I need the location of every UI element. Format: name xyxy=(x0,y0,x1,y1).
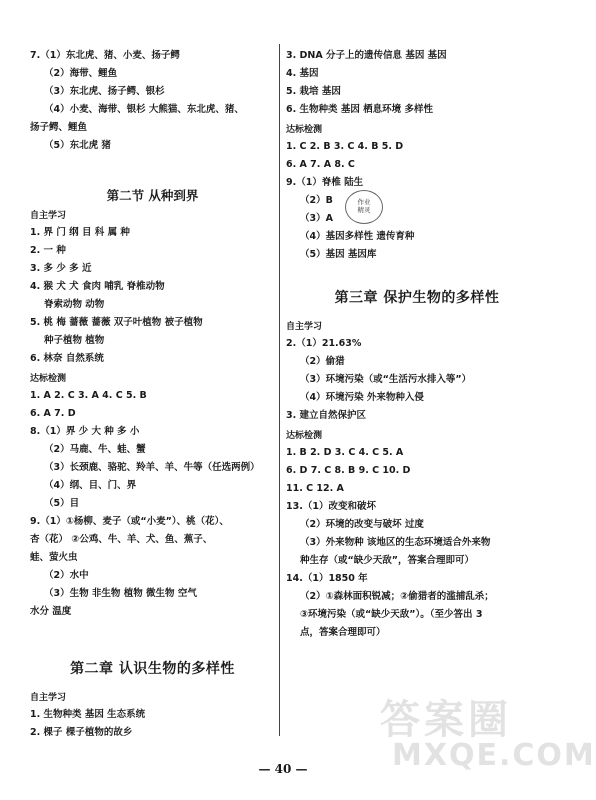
answer-line: 6. D 7. C 8. B 9. C 10. D xyxy=(286,465,411,476)
answer-line: 6. 林奈 自然系统 xyxy=(30,353,104,364)
answer-line: 2. 一 种 xyxy=(30,245,66,256)
answer-line: （3）环境污染（或“生活污水排入等”） xyxy=(300,374,472,385)
answer-line: 14.（1）1850 年 xyxy=(286,573,368,584)
answer-line: 6. A 7. A 8. C xyxy=(286,159,355,170)
answer-line: 1. C 2. B 3. C 4. B 5. D xyxy=(286,141,404,152)
watermark-url: MXQE.COM xyxy=(392,738,596,773)
answer-line: （2）B xyxy=(300,195,333,206)
watermark-logo: 答案圈 xyxy=(380,697,512,743)
left-block-4 xyxy=(30,709,275,739)
answer-line: 1. A 2. C 3. A 4. C 5. B xyxy=(30,390,147,401)
chapter-title-2: 第二章 认识生物的多样性 xyxy=(70,661,235,677)
answer-line: （5）目 xyxy=(44,498,80,509)
subheading-self-study-3: 自主学习 xyxy=(286,322,323,332)
answer-line: （3）长颈鹿、骆驼、羚羊、羊、牛等（任选两例） xyxy=(44,462,260,473)
answer-line: 2.（1）21.63% xyxy=(286,338,362,349)
left-block-3 xyxy=(30,390,275,618)
page-number: — 40 — xyxy=(258,762,308,776)
answer-line: 1. 生物种类 基因 生态系统 xyxy=(30,709,146,720)
answer-line: （2）水中 xyxy=(44,570,89,581)
subheading-self-study: 自主学习 xyxy=(30,211,67,221)
answer-line: 点，答案合理即可） xyxy=(300,627,386,638)
answer-line: 13.（1）改变和破坏 xyxy=(286,501,376,512)
section-title-species-to-kingdom: 第二节 从种到界 xyxy=(106,188,199,203)
answer-line: 种子植物 植物 xyxy=(44,335,105,346)
answer-line: （3）东北虎、扬子鳄、银杉 xyxy=(44,86,165,97)
answer-line: （2）海带、鲤鱼 xyxy=(44,68,118,79)
answer-line: （2）马鹿、牛、蛙、蟹 xyxy=(44,444,146,455)
right-block-2 xyxy=(286,141,548,261)
left-column xyxy=(30,50,275,745)
stamp-line-1: 作业 xyxy=(357,198,371,206)
answer-line: （4）纲、目、门、界 xyxy=(44,480,137,491)
column-divider xyxy=(279,44,280,736)
left-block-1 xyxy=(30,50,275,152)
answer-line: 9.（1）脊椎 陆生 xyxy=(286,177,364,188)
answer-line: （2）环境的改变与破坏 过度 xyxy=(300,519,424,530)
stamp-line-2: 精灵 xyxy=(357,206,371,214)
subheading-standard-test: 达标检测 xyxy=(30,374,67,384)
answer-line: 水分 温度 xyxy=(30,606,72,617)
answer-line: 1. 界 门 纲 目 科 属 种 xyxy=(30,227,130,238)
stamp-logo xyxy=(345,190,383,224)
answer-line: （3）生物 非生物 植物 微生物 空气 xyxy=(44,588,197,599)
answer-line: （4）环境污染 外来物种入侵 xyxy=(300,392,424,403)
answer-line: （2）①森林面积锐减；②偷猎者的滥捕乱杀； xyxy=(300,591,494,602)
answer-line: ③环境污染（或“缺少天敌”）。（至少答出 3 xyxy=(300,609,483,620)
subheading-self-study-2: 自主学习 xyxy=(30,693,67,703)
answer-line: （5）基因 基因库 xyxy=(300,249,377,260)
answer-line: 11. C 12. A xyxy=(286,483,344,494)
chapter-title-3: 第三章 保护生物的多样性 xyxy=(334,290,500,306)
answer-line: 5. 桃 梅 蔷薇 蔷薇 双子叶植物 被子植物 xyxy=(30,317,203,328)
right-column xyxy=(286,50,548,645)
answer-line: 7.（1）东北虎、猪、小麦、扬子鳄 xyxy=(30,50,180,61)
answer-line: （4）小麦、海带、银杉 大熊猫、东北虎、猪、 xyxy=(44,104,244,115)
answer-line: 脊索动物 动物 xyxy=(44,299,105,310)
answer-line: 蛙、萤火虫 xyxy=(30,552,78,563)
answer-line: 2. 棵子 棵子植物的故乡 xyxy=(30,727,133,738)
right-block-3 xyxy=(286,338,548,422)
answer-line: （3）外来物种 该地区的生态环境适合外来物 xyxy=(300,537,491,548)
answer-line: 杏（花） ②公鸡、牛、羊、犬、鱼、蕉子、 xyxy=(30,534,213,545)
answer-line: （2）偷猎 xyxy=(300,356,345,367)
answer-line: 种生存（或“缺少天敌”，答案合理即可） xyxy=(300,555,474,566)
answer-line: （3）A xyxy=(300,213,333,224)
answer-line: 4. 猴 犬 犬 食肉 哺乳 脊椎动物 xyxy=(30,281,165,292)
answer-line: 6. 生物种类 基因 栖息环境 多样性 xyxy=(286,104,433,115)
answer-line: 1. B 2. D 3. C 4. C 5. A xyxy=(286,447,404,458)
answer-line: （4）基因多样性 遗传育种 xyxy=(300,231,415,242)
answer-line: 3. 建立自然保护区 xyxy=(286,410,367,421)
subheading-standard-test-2: 达标检测 xyxy=(286,125,323,135)
answer-line: 3. DNA 分子上的遗传信息 基因 基因 xyxy=(286,50,447,61)
right-block-4 xyxy=(286,447,548,639)
answer-line: （5）东北虎 猪 xyxy=(44,140,111,151)
answer-line: 3. 多 少 多 近 xyxy=(30,263,92,274)
answer-line: 6. A 7. D xyxy=(30,408,76,419)
answer-line: 9.（1）①杨柳、麦子（或“小麦”）、桃（花）、 xyxy=(30,516,229,527)
answer-line: 8.（1）界 少 大 种 多 小 xyxy=(30,426,140,437)
answer-line: 4. 基因 xyxy=(286,68,319,79)
answer-line: 5. 栽培 基因 xyxy=(286,86,341,97)
answer-line: 扬子鳄、鲤鱼 xyxy=(30,122,88,133)
subheading-standard-test-3: 达标检测 xyxy=(286,431,323,441)
right-block-1 xyxy=(286,50,548,116)
left-block-2 xyxy=(30,227,275,365)
